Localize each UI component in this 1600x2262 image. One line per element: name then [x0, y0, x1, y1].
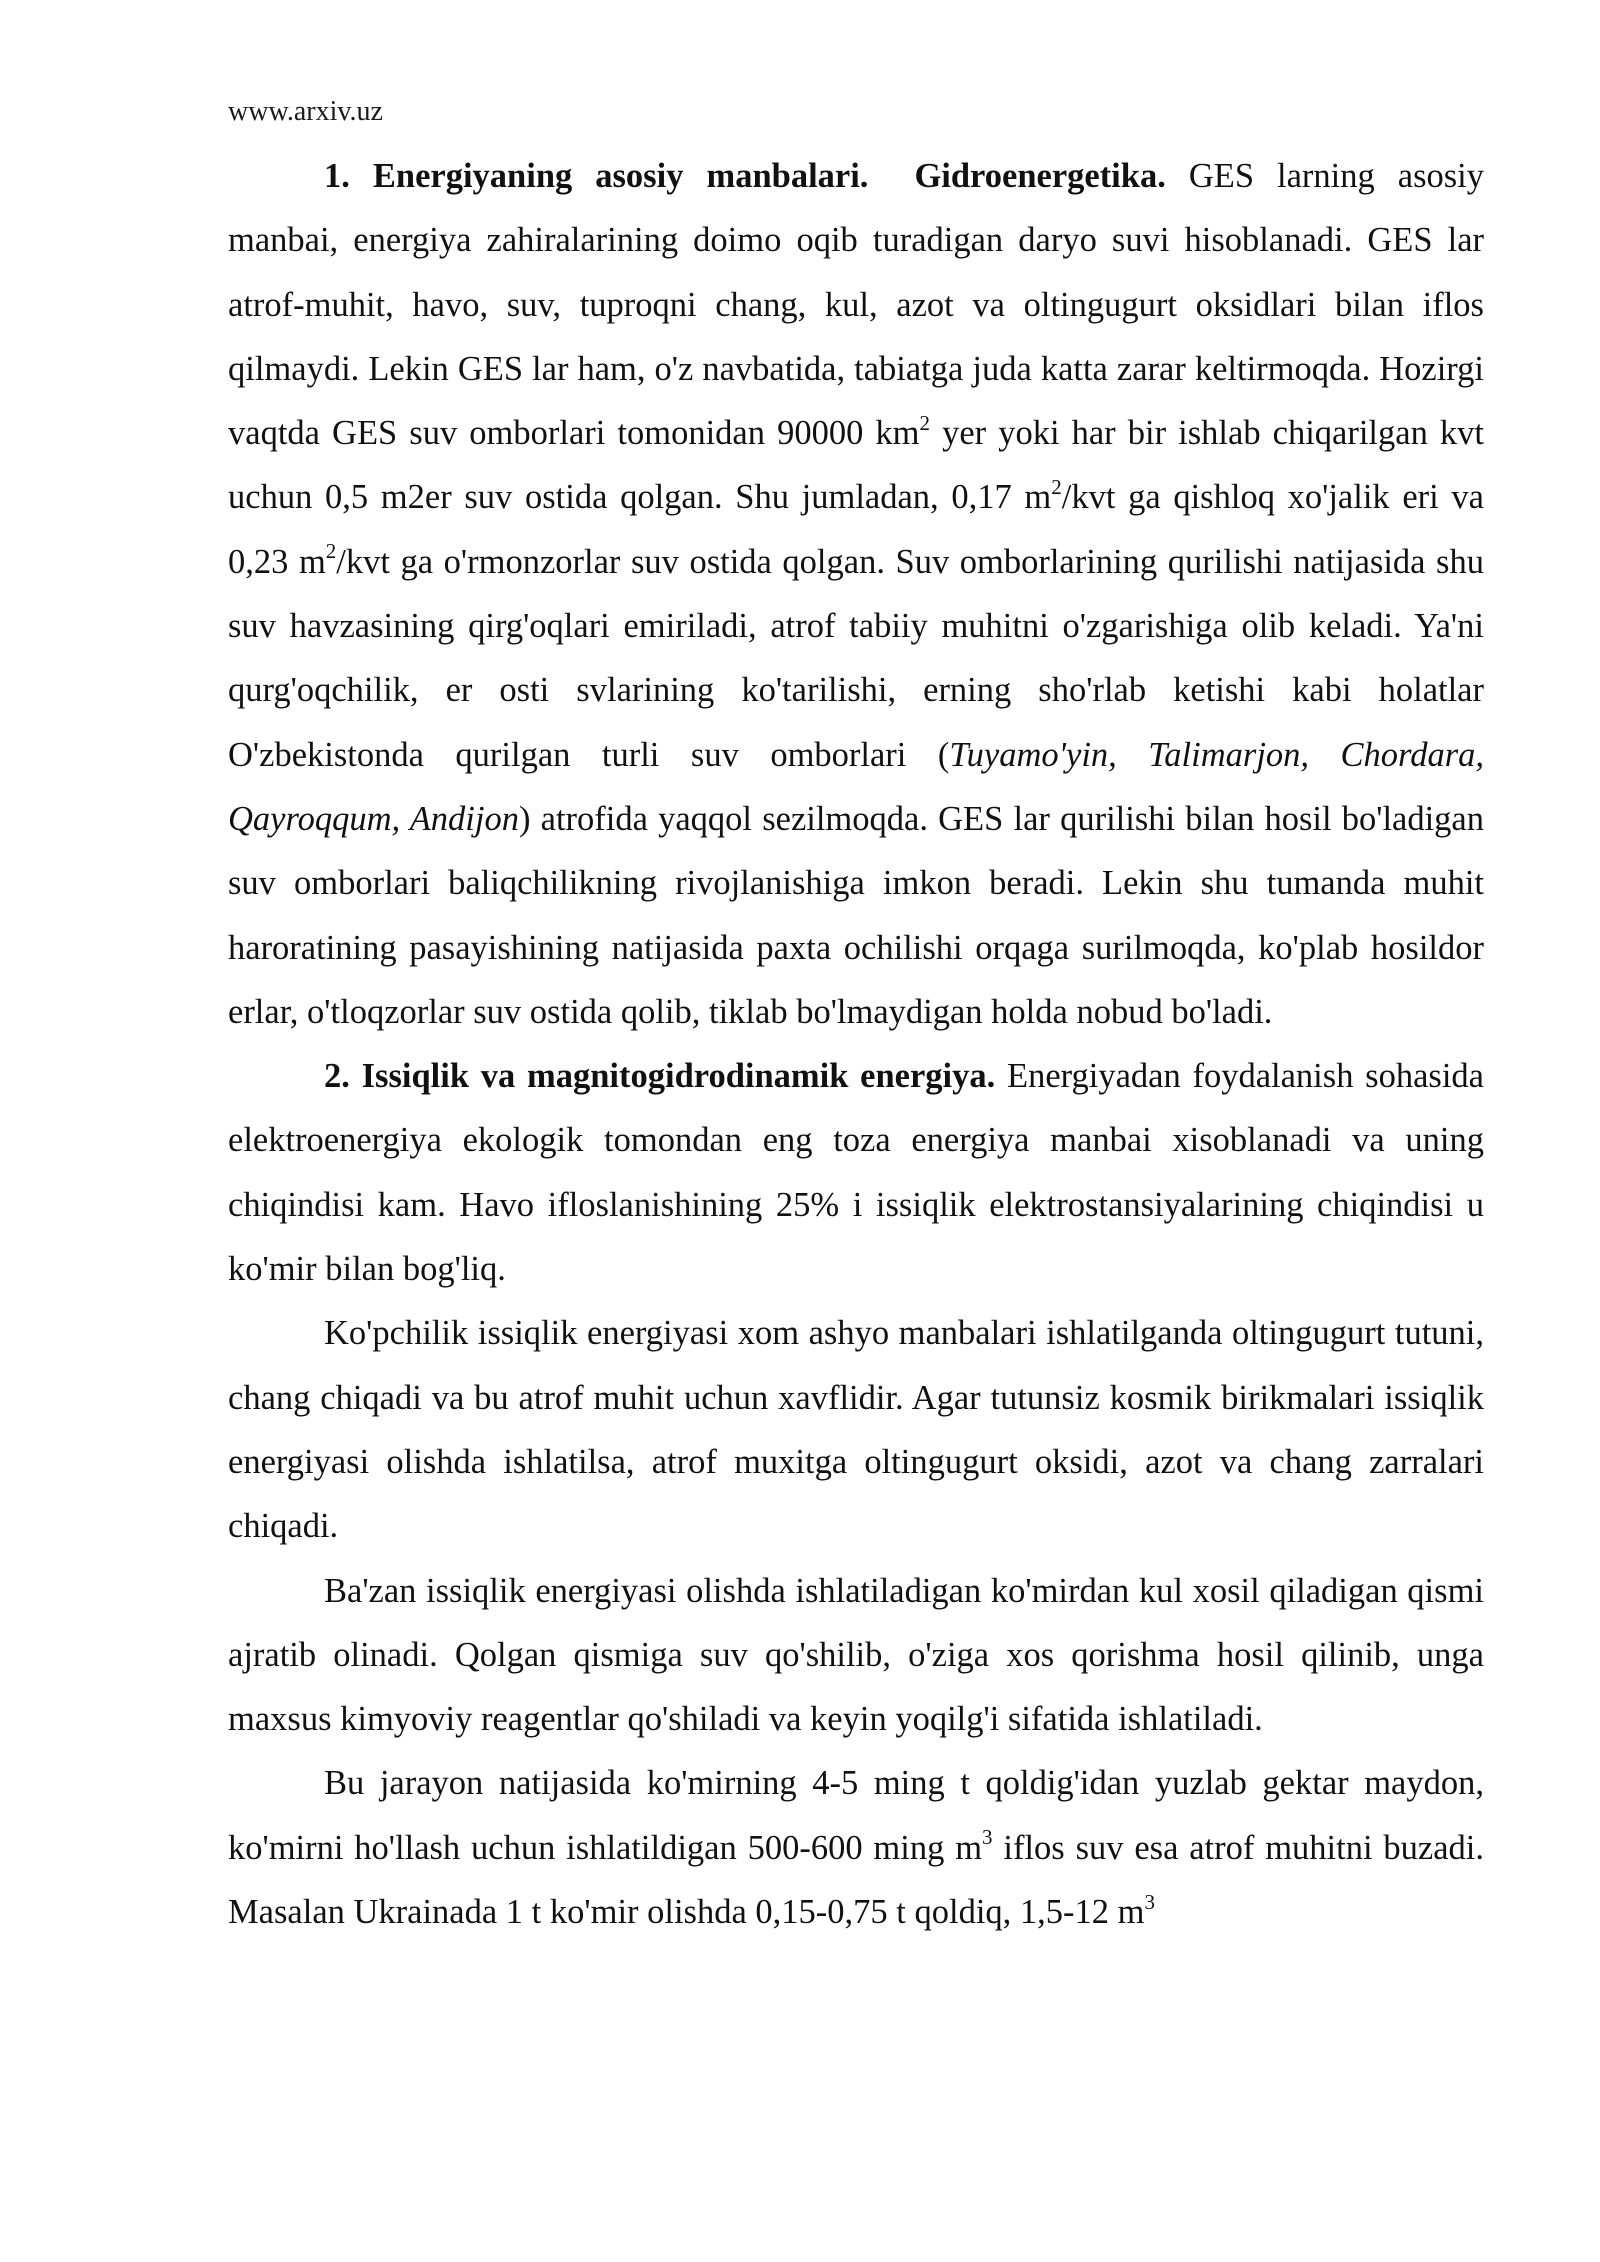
paragraph-text: yer yoki har bir ishlab chiqarilgan kvt uchun 0,5 m2er suv ostida qolgan. Shu jumladan, 0,17 m	[228, 414, 1484, 517]
section-1-subheading: Gidroenergetika.	[914, 157, 1166, 195]
superscript: 2	[325, 539, 337, 564]
paragraph-coal-waste	[228, 1751, 1484, 1944]
reservoir-names: Tuyamo'yin, Talimarjon, Chordara, Qayroqqum, Andijon	[228, 735, 1484, 838]
paragraph-text: /kvt ga o'rmonzorlar suv ostida qolgan. Suv omborlarining qurilishi natijasida shu suv havzasining qirg'oqlari emiriladi, atrof tabiiy muhitni o'zgarishiga olib keladi. Ya'ni qurg'oqchilik, er osti svlarining ko'tarilishi, erning sho'rlab ketishi kabi holatlar O'zbekistonda qurilgan turli suv omborlari (	[228, 542, 1484, 774]
section-2-heading: 2. Issiqlik va magnitogidrodinamik energiya.	[324, 1057, 996, 1096]
paragraph-thermal-energy	[228, 1044, 1484, 1301]
superscript: 2	[919, 410, 930, 435]
paragraph-coal-ash: Ba'zan issiqlik energiyasi olishda ishlatiladigan ko'mirdan kul xosil qiladigan qismi ajratib olinadi. Qolgan qismiga suv qo'shilib, o'ziga xos qorishma hosil qilinib, unga maxsus kimyoviy reagentlar qo'shiladi va keyin yoqilg'i sifatida ishlatiladi.	[228, 1571, 1484, 1739]
section-1-heading: 1. Energiyaning asosiy manbalari.	[324, 157, 869, 195]
paragraph-text: Energiyadan foydalanish sohasida elektroenergiya ekologik tomondan eng toza energiya manbai xisoblanadi va uning chiqindisi kam. Havo ifloslanishining 25% i issiqlik elektrostansiyalarining chiqindisi u ko'mir bilan bog'liq.	[228, 1057, 1484, 1289]
paragraph-text: ) atrofida yaqqol sezilmoqda. GES lar qurilishi bilan hosil bo'ladigan suv omborlari baliqchilikning rivojlanishiga imkon beradi. Lekin shu tumanda muhit haroratining pasayishining natijasida paxta ochilishi orqaga surilmoqda, ko'plab hosildor erlar, o'tloqzorlar suv ostida qolib, tiklab bo'lmaydigan holda nobud bo'ladi.	[228, 799, 1484, 1031]
paragraph-hydropower	[228, 144, 1484, 1044]
paragraph-text: iflos suv esa atrof muhitni buzadi. Masalan Ukrainada 1 t ko'mir olishda 0,15-0,75 t qoldiq, 1,5-12 m	[228, 1828, 1484, 1932]
superscript: 3	[1144, 1889, 1155, 1914]
superscript: 3	[982, 1825, 993, 1850]
document-body	[228, 144, 1484, 1944]
superscript: 2	[1051, 474, 1062, 499]
site-url: www.arxiv.uz	[228, 96, 383, 127]
paragraph-text: GES larning asosiy manbai, energiya zahiralarining doimo oqib turadigan daryo suvi hisoblanadi. GES lar atrof-muhit, havo, suv, tuproqni chang, kul, azot va oltingugurt oksidlari bilan iflos qilmaydi. Lekin GES lar ham, o'z navbatida, tabiatga juda katta zarar keltirmoqda. Hozirgi vaqtda GES suv omborlari tomonidan 90000 km	[228, 157, 1485, 453]
paragraph-text: /kvt ga qishloq xo'jalik eri va 0,23 m	[228, 478, 1484, 581]
paragraph-sulfur-smoke: Ko'pchilik issiqlik energiyasi xom ashyo manbalari ishlatilganda oltingugurt tutuni, chang chiqadi va bu atrof muhit uchun xavflidir. Agar tutunsiz kosmik birikmalari issiqlik energiyasi olishda ishlatilsa, atrof muxitga oltingugurt oksidi, azot va chang zarralari chiqadi.	[228, 1314, 1484, 1546]
paragraph-text: Bu jarayon natijasida ko'mirning 4-5 ming t qoldig'idan yuzlab gektar maydon, ko'mirni ho'llash uchun ishlatildigan 500-600 ming m	[228, 1764, 1484, 1867]
